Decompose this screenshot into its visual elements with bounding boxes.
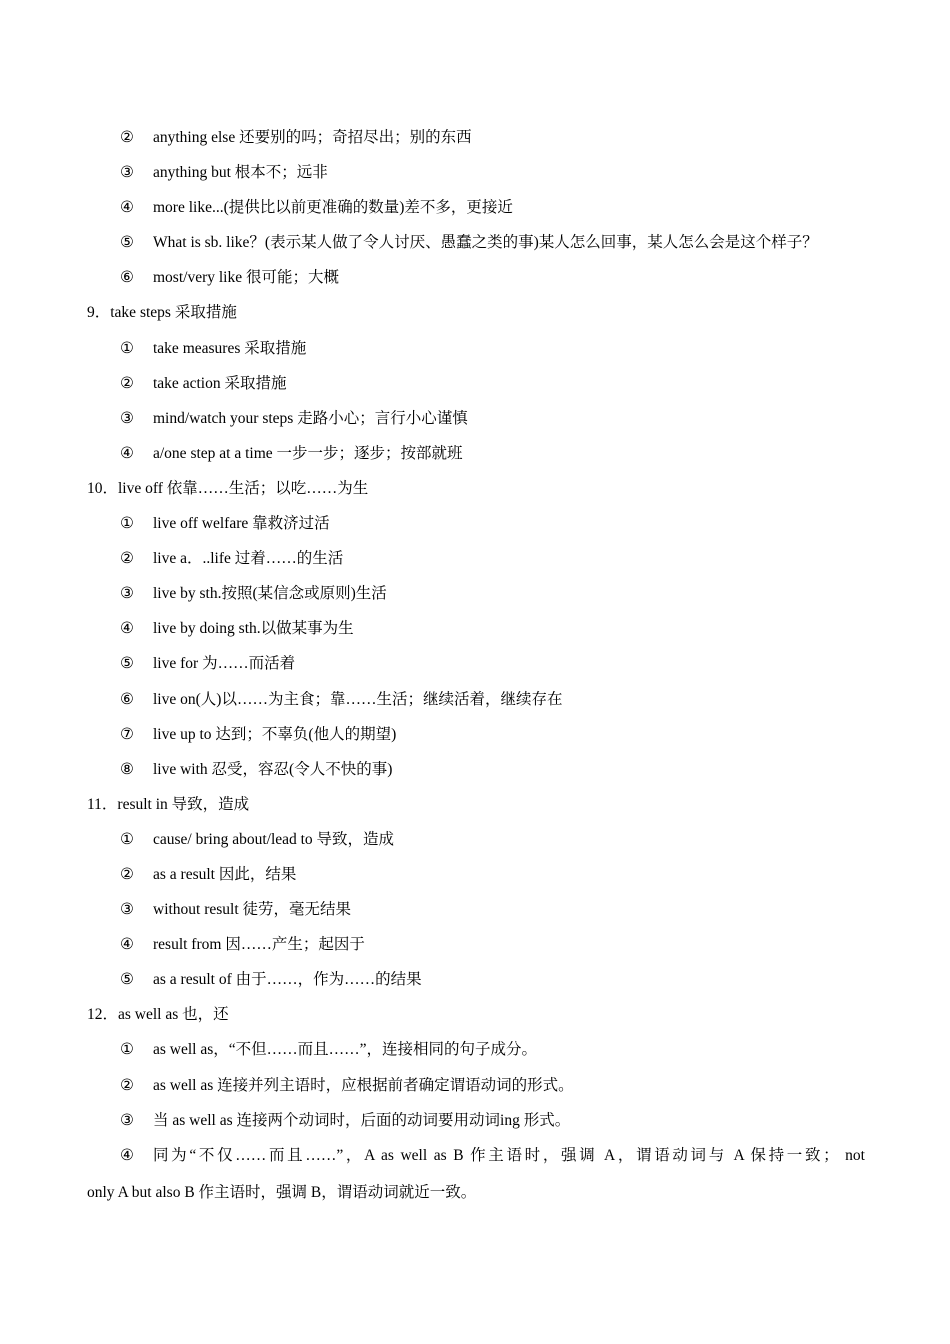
list-item-text: more like...(提供比以前更准确的数量)差不多，更接近 [153, 199, 513, 217]
list-item-text: live by sth.按照(某信念或原则)生活 [153, 585, 387, 603]
list-item [87, 927, 867, 962]
list-item [87, 155, 867, 190]
list-item [87, 541, 867, 576]
list-item [87, 1068, 867, 1103]
list-item-text: as well as 连接并列主语时，应根据前者确定谓语动词的形式。 [153, 1076, 574, 1094]
list-item [87, 260, 867, 295]
list-item [87, 1032, 867, 1067]
list-item [87, 611, 867, 646]
list-item [87, 506, 867, 541]
list-item-text: live by doing sth.以做某事为生 [153, 620, 354, 638]
list-item [87, 576, 867, 611]
list-item [87, 892, 867, 927]
list-item-text: result from 因……产生；起因于 [153, 936, 365, 954]
list-item-text: live on(人)以……为主食；靠……生活；继续活着，继续存在 [153, 690, 563, 708]
section-heading-text: 11．result in 导致，造成 [87, 795, 250, 813]
section-heading [87, 787, 867, 822]
list-item-text: What is sb. like？(表示某人做了令人讨厌、愚蠢之类的事)某人怎么回事，某人怎么会是这个样子？ [153, 234, 818, 252]
document-content [87, 120, 867, 1138]
list-item-text: without result 徒劳，毫无结果 [153, 901, 352, 919]
list-item-text: live for 为……而活着 [153, 655, 296, 673]
list-marker: ③ [120, 585, 134, 603]
list-item-text: take action 采取措施 [153, 374, 287, 392]
list-item [87, 331, 867, 366]
list-marker: ① [120, 515, 134, 533]
list-marker: ③ [120, 1111, 134, 1129]
section-heading-text: 9．take steps 采取措施 [87, 304, 237, 322]
list-item [87, 962, 867, 997]
list-marker: ⑦ [120, 725, 134, 743]
list-item [87, 646, 867, 681]
list-item [87, 682, 867, 717]
list-marker: ④ [120, 199, 134, 217]
list-item-text: a/one step at a time 一步一步；逐步；按部就班 [153, 444, 463, 462]
list-item [87, 1103, 867, 1138]
list-marker: ⑥ [120, 690, 134, 708]
list-item [87, 436, 867, 471]
section-heading [87, 997, 867, 1032]
list-marker: ④ [120, 620, 134, 638]
list-marker: ① [120, 339, 134, 357]
list-item-text: take measures 采取措施 [153, 339, 307, 357]
list-marker: ① [120, 830, 134, 848]
list-marker: ③ [120, 409, 134, 427]
list-item [87, 190, 867, 225]
list-marker: ⑧ [120, 760, 134, 778]
list-item-text: live up to 达到；不辜负(他人的期望) [153, 725, 397, 743]
section-heading-text: 12．as well as 也，还 [87, 1006, 229, 1024]
list-marker: ② [120, 865, 134, 883]
list-item [87, 857, 867, 892]
list-item [87, 717, 867, 752]
list-item-text: cause/ bring about/lead to 导致，造成 [153, 830, 395, 848]
list-item-text: as a result 因此，结果 [153, 865, 297, 883]
section-heading-text: 10．live off 依靠……生活；以吃……为生 [87, 479, 369, 497]
list-item [87, 120, 867, 155]
list-marker: ② [120, 129, 134, 146]
list-item-text: as a result of 由于……，作为……的结果 [153, 971, 422, 989]
list-item-text-line1: 同为“不仅……而且……”，A as well as B 作主语时，强调 A，谓语动词与 A 保持一致； not [153, 1147, 865, 1164]
list-item [87, 225, 867, 260]
list-item-text: mind/watch your steps 走路小心；言行小心谨慎 [153, 409, 468, 427]
list-marker: ② [120, 1076, 134, 1094]
section-heading [87, 295, 867, 330]
list-marker: ⑤ [120, 655, 134, 673]
list-item-text-line2: only A but also B 作主语时，强调 B，谓语动词就近一致。 [87, 1184, 477, 1201]
list-marker: ⑥ [120, 269, 134, 287]
list-item-text: live a．..life 过着……的生活 [153, 550, 344, 568]
list-marker: ④ [120, 444, 134, 462]
section-heading [87, 471, 867, 506]
list-item-text: live with 忍受，容忍(令人不快的事) [153, 760, 393, 778]
list-item-as-well-as-4 [87, 1137, 865, 1211]
list-item-text: live off welfare 靠救济过活 [153, 515, 330, 533]
list-marker: ⑤ [120, 971, 134, 989]
list-marker: ④ [120, 1147, 134, 1164]
list-marker: ② [120, 374, 134, 392]
list-marker: ⑤ [120, 234, 134, 252]
list-marker: ① [120, 1041, 134, 1059]
list-item [87, 822, 867, 857]
list-marker: ③ [120, 164, 134, 182]
list-item-text: anything else 还要别的吗；奇招尽出；别的东西 [153, 129, 472, 146]
list-item-text: anything but 根本不；远非 [153, 164, 328, 182]
list-item-text: 当 as well as 连接两个动词时，后面的动词要用动词ing 形式。 [153, 1111, 571, 1129]
list-item-text: most/very like 很可能；大概 [153, 269, 339, 287]
list-item [87, 401, 867, 436]
list-marker: ④ [120, 936, 134, 954]
list-marker: ③ [120, 901, 134, 919]
list-item [87, 752, 867, 787]
list-marker: ② [120, 550, 134, 568]
list-item [87, 366, 867, 401]
list-item-text: as well as，“不但……而且……”，连接相同的句子成分。 [153, 1041, 538, 1059]
